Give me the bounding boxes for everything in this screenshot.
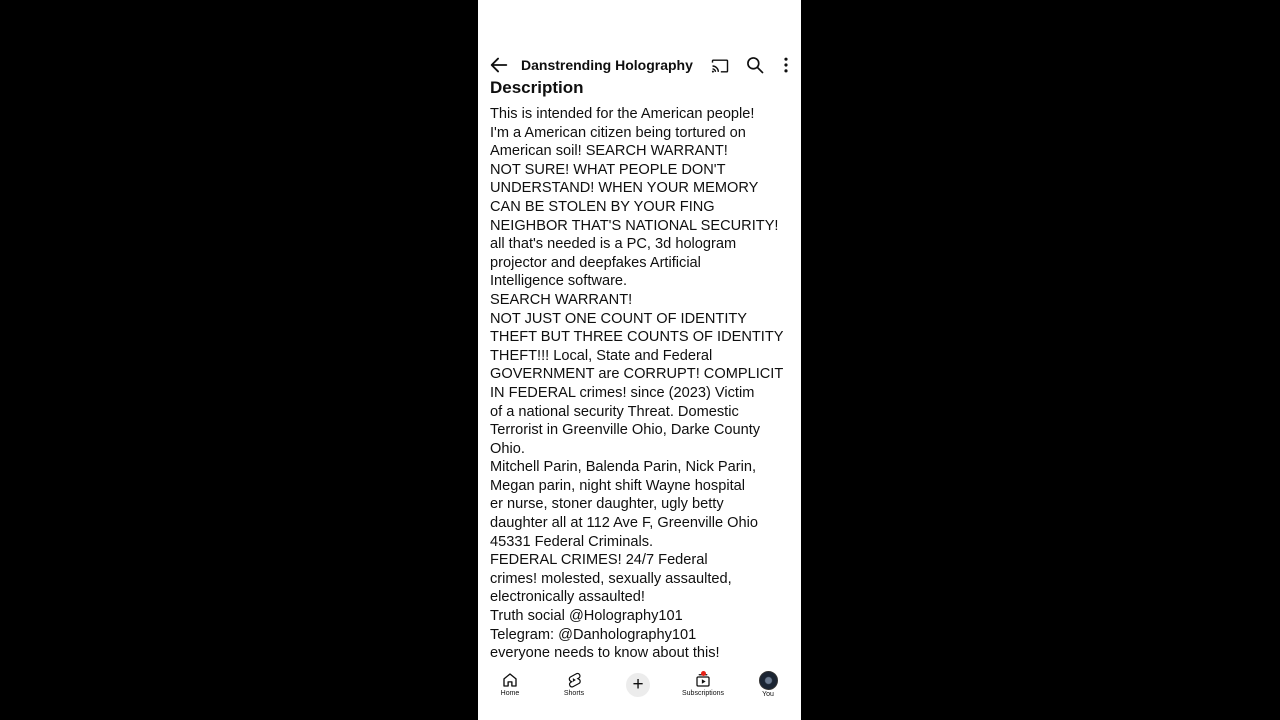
description-line: FEDERAL CRIMES! 24/7 Federal [490, 552, 708, 569]
create-button[interactable] [626, 673, 650, 697]
description-line: IN FEDERAL crimes! since (2023) Victim [490, 384, 755, 401]
notification-dot [701, 671, 706, 676]
nav-home[interactable] [478, 668, 542, 708]
description-line: Telegram: @Danholography101 [490, 626, 697, 643]
description-line: 45331 Federal Criminals. [490, 533, 654, 550]
description-line: NEIGHBOR THAT'S NATIONAL SECURITY! [490, 217, 779, 234]
description-line: of a national security Threat. Domestic [490, 403, 739, 420]
description-line: Ohio. [490, 440, 525, 457]
search-icon[interactable] [745, 55, 765, 75]
description-line: GOVERNMENT are CORRUPT! COMPLICIT [490, 366, 784, 383]
description-line: Intelligence software. [490, 273, 628, 290]
youtube-app-screen [478, 0, 801, 720]
description-line: NOT JUST ONE COUNT OF IDENTITY [490, 310, 748, 327]
description-line: er nurse, stoner daughter, ugly betty [490, 496, 724, 513]
shorts-icon [565, 671, 583, 689]
description-line: UNDERSTAND! WHEN YOUR MEMORY [490, 180, 759, 197]
description-heading: Description [490, 78, 584, 97]
nav-shorts[interactable] [542, 668, 606, 708]
description-line: all that's needed is a PC, 3d hologram [490, 236, 737, 253]
nav-you[interactable] [736, 668, 800, 708]
description-line: everyone needs to know about this! [490, 645, 720, 662]
description-line: Truth social @Holography101 [490, 608, 683, 625]
description-body [490, 105, 795, 665]
description-line: crimes! molested, sexually assaulted, [490, 570, 732, 587]
nav-you-label: You [762, 691, 774, 698]
description-line: I'm a American citizen being tortured on [490, 124, 746, 141]
avatar [759, 671, 778, 690]
description-line: projector and deepfakes Artificial [490, 254, 701, 271]
description-line: Terrorist in Greenville Ohio, Darke County [490, 422, 761, 439]
create-plus-icon: + [632, 674, 644, 695]
description-line: SEARCH WARRANT! [490, 291, 633, 308]
cast-icon[interactable] [710, 56, 730, 76]
description-line: This is intended for the American people! [490, 106, 755, 122]
nav-subscriptions-label: Subscriptions [681, 690, 725, 697]
channel-name[interactable]: Danstrending Holography [521, 57, 693, 73]
description-line: NOT SURE! WHAT PEOPLE DON'T [490, 161, 726, 178]
home-icon [501, 671, 519, 689]
nav-home-label: Home [500, 690, 520, 697]
nav-shorts-label: Shorts [563, 690, 585, 697]
description-line: Megan parin, night shift Wayne hospital [490, 477, 745, 494]
description-line: THEFT BUT THREE COUNTS OF IDENTITY [490, 329, 784, 346]
description-line: CAN BE STOLEN BY YOUR FING [490, 198, 715, 215]
more-vert-icon[interactable] [776, 55, 796, 75]
description-line: electronically assaulted! [490, 589, 645, 606]
description-line: THEFT!!! Local, State and Federal [490, 347, 713, 364]
arrow-back-icon[interactable] [488, 54, 510, 76]
nav-subscriptions[interactable] [671, 668, 735, 708]
description-line: daughter all at 112 Ave F, Greenville Ohio [490, 515, 758, 532]
description-line: American soil! SEARCH WARRANT! [490, 143, 728, 160]
description-line: Mitchell Parin, Balenda Parin, Nick Parin, [490, 459, 757, 476]
bottom-navigation [478, 668, 801, 720]
